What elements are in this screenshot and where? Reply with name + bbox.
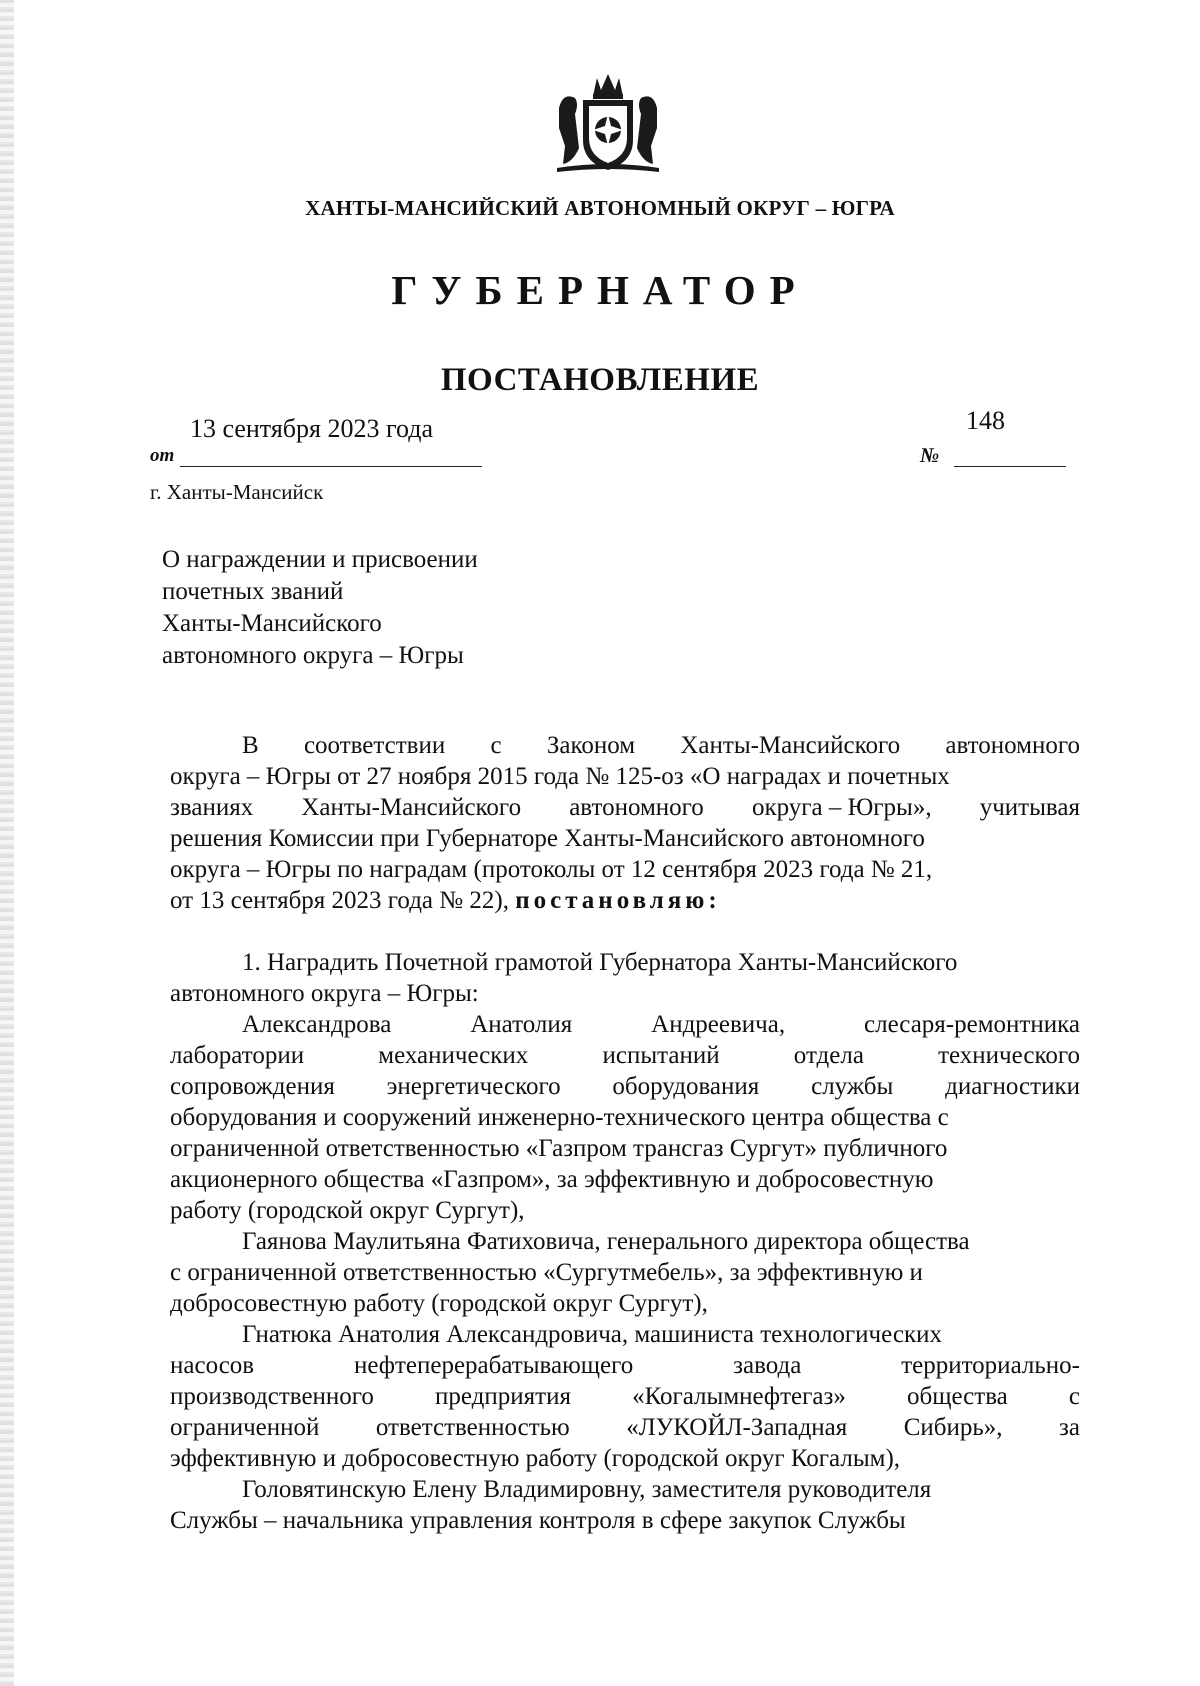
number-underline xyxy=(954,466,1066,467)
item-1-second-line: автономного округа – Югры: xyxy=(170,980,479,1007)
text-line xyxy=(170,730,1080,761)
awardee-paragraph xyxy=(170,1319,1080,1474)
text-line xyxy=(170,823,1080,854)
document-number: 148 xyxy=(966,406,1005,435)
word: автономного xyxy=(569,794,704,821)
word: механических xyxy=(378,1042,529,1069)
preamble xyxy=(170,730,1080,885)
region-title: ХАНТЫ-МАНСИЙСКИЙ АВТОНОМНЫЙ ОКРУГ – ЮГРА xyxy=(305,196,895,220)
paragraph-gap xyxy=(170,916,1080,947)
resolve-word: постановляю: xyxy=(515,887,721,914)
word: лаборатории xyxy=(170,1042,305,1069)
word: учитывая xyxy=(979,794,1080,821)
authority-title: ГУБЕРНАТОР xyxy=(391,267,809,313)
word: Службы – начальника управления контроля в сфере закупок Службы xyxy=(170,1507,906,1534)
word: Головятинскую Елену Владимировну, заместителя руководителя xyxy=(242,1476,932,1503)
word: оборудования и сооружений инженерно-технического центра общества с xyxy=(170,1104,949,1131)
word: предприятия xyxy=(435,1383,571,1410)
text-line xyxy=(170,1164,1080,1195)
word: решения Комиссии при Губернаторе Ханты-Мансийского автономного xyxy=(170,825,925,852)
text-line xyxy=(170,792,1080,823)
word: с xyxy=(1068,1383,1080,1410)
date-prefix: от xyxy=(150,445,175,466)
word: ограниченной ответственностью «Газпром трансгаз Сургут» публичного xyxy=(170,1135,948,1162)
word: с ограниченной ответственностью «Сургутмебель», за эффективную и xyxy=(170,1259,923,1286)
preamble-final-line xyxy=(170,885,1080,916)
word: Александрова xyxy=(242,1011,392,1038)
word: технического xyxy=(938,1042,1080,1069)
word: общества xyxy=(906,1383,1008,1410)
word: званиях xyxy=(170,794,254,821)
text-line xyxy=(170,1505,1080,1536)
word: округа – Югры», xyxy=(751,794,932,821)
word: ограниченной xyxy=(170,1414,320,1441)
text-line xyxy=(170,1040,1080,1071)
city: г. Ханты-Мансийск xyxy=(150,480,324,504)
date-underline xyxy=(180,466,482,467)
text-line xyxy=(170,1009,1080,1040)
text-line xyxy=(170,1350,1080,1381)
text-line xyxy=(170,761,1080,792)
word: 1. Наградить Почетной грамотой Губернатора Ханты-Мансийского xyxy=(242,949,958,976)
scan-edge xyxy=(0,0,14,1686)
word: с xyxy=(490,732,502,759)
subject-block xyxy=(162,544,478,672)
word: завода xyxy=(733,1352,802,1379)
word: акционерного общества «Газпром», за эффективную и добросовестную xyxy=(170,1166,934,1193)
word: сопровождения xyxy=(170,1073,335,1100)
awardee-list xyxy=(170,1009,1080,1536)
word: Гаянова Маулитьяна Фатиховича, генерального директора общества xyxy=(242,1228,970,1255)
word: за xyxy=(1059,1414,1080,1441)
item-1 xyxy=(170,947,1080,978)
word: соответствии xyxy=(303,732,446,759)
text-line xyxy=(170,1412,1080,1443)
word: территориально- xyxy=(901,1352,1080,1379)
text-line xyxy=(170,1319,1080,1350)
word: округа – Югры от 27 ноября 2015 года № 125-оз «О наградах и почетных xyxy=(170,763,950,790)
text-line xyxy=(170,1381,1080,1412)
text-line xyxy=(170,1133,1080,1164)
document-type: ПОСТАНОВЛЕНИЕ xyxy=(440,362,760,398)
word: Гнатюка Анатолия Александровича, машиниста технологических xyxy=(242,1321,942,1348)
word: слесаря-ремонтника xyxy=(864,1011,1080,1038)
subject-line: автономного округа – Югры xyxy=(162,642,464,669)
word: Ханты-Мансийского xyxy=(301,794,522,821)
awardee-last-line: эффективную и добросовестную работу (городской округ Когалым), xyxy=(170,1445,901,1472)
subject-line: О награждении и присвоении xyxy=(162,546,478,573)
word: Сибирь», xyxy=(903,1414,1003,1441)
text-line xyxy=(170,1071,1080,1102)
document-date: 13 сентября 2023 года xyxy=(190,414,434,443)
word: Андреевича, xyxy=(651,1011,786,1038)
coat-of-arms-icon xyxy=(553,68,663,174)
word: диагностики xyxy=(945,1073,1080,1100)
subject-line: почетных званий xyxy=(162,578,344,605)
word: отдела xyxy=(793,1042,864,1069)
word: «Когалымнефтегаз» xyxy=(632,1383,846,1410)
word: оборудования xyxy=(612,1073,760,1100)
word: В xyxy=(242,732,259,759)
document-body xyxy=(170,730,1080,1536)
awardee-paragraph xyxy=(170,1474,1080,1536)
word: испытаний xyxy=(602,1042,720,1069)
awardee-paragraph xyxy=(170,1009,1080,1226)
text-line xyxy=(170,1257,1080,1288)
word: «ЛУКОЙЛ-Западная xyxy=(626,1414,848,1441)
word: ответственностью xyxy=(375,1414,570,1441)
word: Законом xyxy=(546,732,636,759)
word: округа – Югры по наградам (протоколы от 12 сентября 2023 года № 21, xyxy=(170,856,933,883)
word: производственного xyxy=(170,1383,374,1410)
word: автономного xyxy=(945,732,1080,759)
awardee-paragraph xyxy=(170,1226,1080,1319)
text-line xyxy=(170,1102,1080,1133)
awardee-last-line: добросовестную работу (городской округ Сургут), xyxy=(170,1290,708,1317)
word: энергетического xyxy=(386,1073,561,1100)
text-line xyxy=(170,1474,1080,1505)
subject-line: Ханты-Мансийского xyxy=(162,610,382,637)
word: Ханты-Мансийского xyxy=(680,732,901,759)
word: Анатолия xyxy=(470,1011,573,1038)
word: нефтеперерабатывающего xyxy=(353,1352,634,1379)
number-sign: № xyxy=(920,443,940,467)
text-line xyxy=(170,854,1080,885)
text-line xyxy=(170,1226,1080,1257)
text-line xyxy=(170,947,1080,978)
word: насосов xyxy=(170,1352,255,1379)
awardee-last-line: работу (городской округ Сургут), xyxy=(170,1197,525,1224)
word: службы xyxy=(811,1073,894,1100)
preamble-final-text: от 13 сентября 2023 года № 22), xyxy=(170,887,509,914)
